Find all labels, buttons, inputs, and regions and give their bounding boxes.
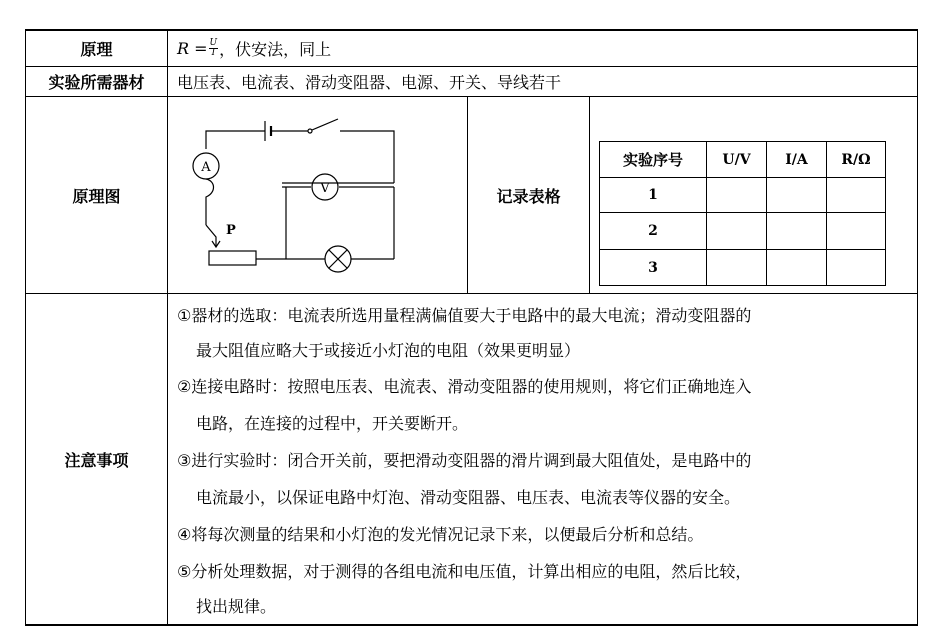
- circuit-diagram: [168, 97, 467, 293]
- switch-blade: [312, 119, 338, 130]
- record-row-number: 3: [648, 259, 658, 276]
- record-row-number: 1: [648, 187, 658, 203]
- principle-label: 原理: [80, 40, 113, 59]
- record-table-label: 记录表格: [496, 186, 561, 206]
- record-row-number: 2: [648, 223, 658, 239]
- switch-contact: [308, 129, 312, 133]
- principle-text: ，伏安法，同上: [219, 40, 332, 59]
- note-item-2-line-1: ②连接电路时：按照电压表、电流表、滑动变阻器的使用规则，将它们正确地连入: [177, 377, 752, 396]
- ammeter-symbol: A: [201, 160, 211, 175]
- note-item-4: ④将每次测量的结果和小灯泡的发光情况记录下来，以便最后分析和总结。: [177, 525, 704, 544]
- record-header-voltage: U/V: [722, 151, 751, 168]
- note-item-3-line-2: 电流最小，以保证电路中灯泡、滑动变阻器、电压表、电流表等仪器的安全。: [196, 488, 741, 507]
- formula-fraction: [209, 39, 219, 58]
- wire: [206, 179, 214, 225]
- column-divider: [589, 96, 590, 293]
- principle-content: [177, 31, 877, 66]
- note-item-3-line-1: ③进行实验时：闭合开关前，要把滑动变阻器的滑片调到最大阻值处，是电路中的: [177, 451, 752, 470]
- formula-lhs: R =: [177, 39, 208, 58]
- note-item-1-line-2: 最大阻值应略大于或接近小灯泡的电阻（效果更明显）: [196, 341, 581, 360]
- formula-numerator: U: [209, 38, 218, 48]
- record-header-resistance: R/Ω: [841, 151, 871, 168]
- diagram-label: 原理图: [72, 186, 121, 206]
- note-item-1-line-1: ①器材的选取：电流表所选用量程满偏值要大于电路中的最大电流；滑动变阻器的: [177, 306, 752, 325]
- record-grid-line: [599, 285, 886, 286]
- wire: [206, 131, 265, 149]
- table-border-right: [917, 29, 918, 626]
- note-item-5-line-1: ⑤分析处理数据，对于测得的各组电流和电压值，计算出相应的电阻，然后比较，: [177, 562, 752, 581]
- wire: [340, 131, 394, 183]
- equipment-text: 电压表、电流表、滑动变阻器、电源、开关、导线若干: [177, 73, 562, 92]
- slider-label: P: [226, 223, 236, 238]
- voltmeter-symbol: V: [320, 181, 330, 196]
- notes-label: 注意事项: [64, 450, 129, 470]
- record-header-trial: 实验序号: [622, 151, 683, 169]
- note-item-2-line-2: 电路，在连接的过程中，开关要断开。: [196, 414, 469, 433]
- note-item-5-line-2: 找出规律。: [196, 597, 277, 616]
- record-grid-line: [885, 141, 886, 286]
- table-border-bottom: [25, 624, 918, 626]
- rheostat-body: [209, 251, 256, 265]
- equipment-label: 实验所需器材: [48, 73, 145, 92]
- record-header-current: I/A: [785, 151, 808, 168]
- formula-denominator: I: [211, 48, 216, 58]
